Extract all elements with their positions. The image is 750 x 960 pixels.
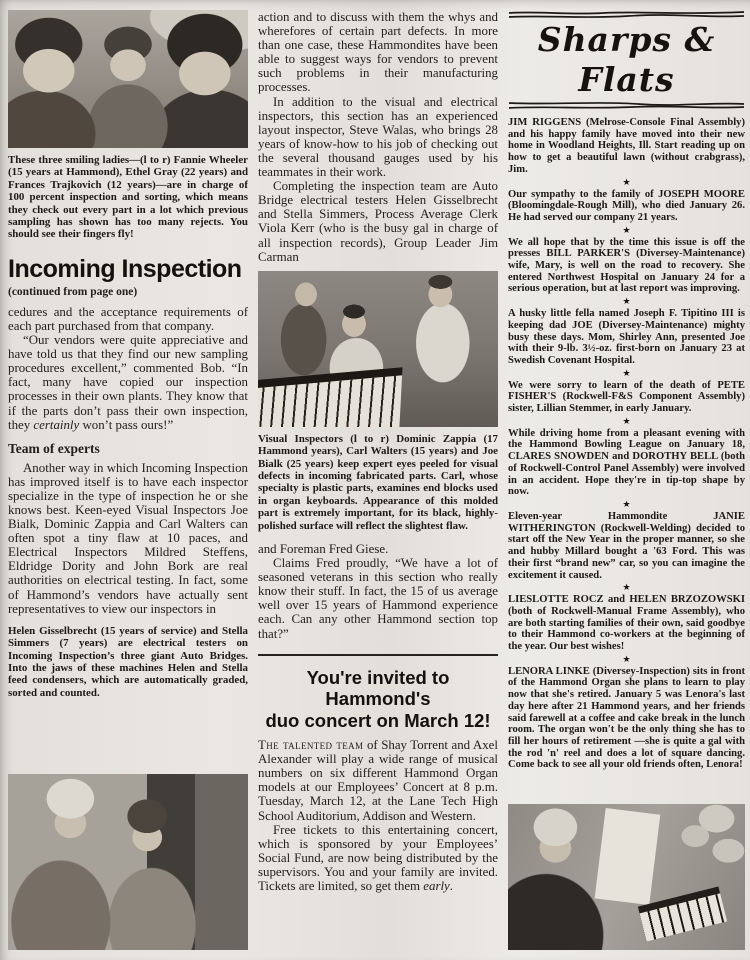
photo-lenora-linke-at-organ	[508, 804, 745, 950]
quote-text: won’t pass ours!”	[79, 417, 174, 432]
body-paragraph: action and to discuss with them the whys and wherefores of certain part defects. In more than one case, these Hammondites have been able to suggest ways for vendors to prevent such problems in their manufacturing processes.	[258, 10, 498, 95]
middle-column	[258, 10, 498, 952]
body-paragraph: and Foreman Fred Giese.	[258, 541, 389, 556]
star-separator: ★	[622, 498, 631, 509]
photo-visual-inspectors	[258, 271, 498, 427]
emphasis-word: early	[423, 879, 450, 894]
photo-auto-bridge-testers	[8, 774, 248, 950]
concert-headline-line2: duo concert on March 12!	[265, 709, 491, 731]
body-paragraph: In addition to the visual and electrical inspectors, this section has an experienced layout inspector, Steve Walas, who brings 28 years of know-how to his job of checking out the several thousand gauges used by his teammates in their work.	[258, 94, 498, 180]
star-separator: ★	[622, 653, 631, 664]
body-paragraph: Claims Fred proudly, “We have a lot of seasoned veterans in this section who really know their stuff. In fact, the 15 of us average well over 15 years of Hammond experience each. Can any other Hammond section top that?”	[258, 556, 498, 641]
caption-auto-bridge: Helen Gisselbrecht (15 years of service) and Stella Simmers (7 years) are electrical testers on Incoming Inspection’s three giant Auto Bridges. Into the jaws of these machines Helen and Stella feed condensers, which are automatically graded, sorted and counted.	[8, 624, 248, 699]
paragraph-text: Free tickets to this entertaining concert, which is sponsored by your Employees’ Social Fund, are now being distributed by the supervisors. You and your family are invited. Tickets are limited, so get them	[258, 822, 498, 894]
article-headline: Incoming Inspection	[8, 254, 242, 283]
news-items	[508, 117, 745, 771]
continued-from-note: (continued from page one)	[8, 285, 138, 298]
paragraph-text: .	[449, 879, 454, 894]
news-item: Our sympathy to the family of JOSEPH MOORE (Bloomingdale-Rough Mill), who died January 26. He had served our company 21 years.	[508, 188, 745, 223]
body-paragraph	[258, 823, 498, 893]
caption-visual-inspectors: Visual Inspectors (l to r) Dominic Zappia (17 Hammond years), Carl Walters (15 years) and Joe Bialk (25 years) keep expert eyes peeled for visual defects in incoming fabricated parts. Carl, whose specialty is plastic parts, examines end blocks used in organ keyboards. Appearance of this molded part is extremely important, for its black, highly-polished surface will reflect the slightest flaw.	[258, 432, 498, 532]
star-separator: ★	[622, 367, 631, 378]
star-separator: ★	[622, 176, 631, 187]
body-paragraph	[258, 738, 498, 823]
section-subhead: Team of experts	[8, 440, 100, 456]
news-item: While driving home from a pleasant evening with the Hammond Bowling League on January 18, CLARES SNOWDEN and DOROTHY BELL (both of Rockwell-Control Panel Assembly) were involved in an accident. Hope they're in tip-top shape by now.	[508, 427, 745, 498]
star-separator: ★	[622, 296, 631, 307]
news-item: Eleven-year Hammondite JANIE WITHERINGTON (Rockwell-Welding) decided to start off the New Year in the proper manner, so she and hubby Millard bought a '63 Ford. This was their first “brand new” car, so you can imagine the excitement it caused.	[508, 510, 745, 581]
news-item: We all hope that by the time this issue is off the presses BILL PARKER'S (Diversey-Maintenance) wife, Mary, is well on the road to recovery. She entered Northwest Hospital on January 24 for a serious operation, but at last report was improving.	[508, 236, 745, 295]
left-column	[8, 10, 248, 952]
news-item: JIM RIGGENS (Melrose-Console Final Assembly) and his happy family have moved into their new home in Woodland Heights, Ill. Start reading up on how to get a beautiful lawn (without crabgrass), Jim.	[508, 117, 745, 175]
concert-headline-line1: You're invited to Hammond's	[306, 666, 450, 710]
body-paragraph: Another way in which Incoming Inspection has improved itself is to have each inspector specialize in the type of inspection he or she knows best. Keen-eyed Visual Inspectors Joe Bialk, Dominic Zappia and Carl Walters can often spot a tiny flaw at 10 paces, and Electrical Inspectors Mildred Steffens, Eldridge Dority and John Bork are real authorities on electrical testing. In fact, some of Hammond’s vendors have actually sent representatives to view our inspectors in	[8, 460, 248, 616]
column-title: Sharps & Flats	[537, 20, 716, 99]
section-divider	[258, 654, 498, 656]
right-column	[508, 10, 745, 952]
concert-headline	[258, 667, 498, 732]
organ-keyboard-detail	[638, 887, 727, 942]
caption-three-ladies: These three smiling ladies—(l to r) Fannie Wheeler (15 years at Hammond), Ethel Gray (22 years) and Frances Trajkovich (12 years)—are in charge of 100 percent inspection and sorting, which means they check out every part in a lot which previous sampling has shown has too many rejects. You should see their fingers fly!	[8, 154, 248, 241]
body-paragraph: cedures and the acceptance requirements of each part purchased from that company.	[8, 304, 248, 333]
star-separator: ★	[622, 224, 631, 235]
quote-text: “Our vendors were quite appreciative and have told us that they find our new sampling procedures excellent,” commented Bob. “In fact, many have copied our inspection processes in their own plants. They know that if the parts don’t pass their own inspection, they	[8, 333, 248, 432]
star-separator: ★	[622, 582, 631, 593]
body-paragraph	[8, 333, 248, 432]
wavy-rule-bottom	[508, 100, 745, 110]
lead-in-text: The talented team	[258, 738, 364, 753]
paragraph-text: of Shay Torrent and Axel Alexander will play a wide range of musical numbers on six different Hammond Organ models at our Employees’ Concert at 8 p.m. Tuesday, March 12, at the Lane Tech High School Auditorium, Addison and Western.	[258, 738, 498, 823]
photo-three-inspection-ladies	[8, 10, 248, 148]
emphasis-word: certainly	[33, 417, 80, 432]
sheet-music-detail	[595, 808, 660, 904]
sharps-and-flats-header	[508, 10, 745, 110]
star-separator: ★	[622, 415, 631, 426]
news-item: We were sorry to learn of the death of PETE FISHER'S (Rockwell-F&S Component Assembly) sister, Lillian Stemmer, in early January.	[508, 379, 745, 415]
body-paragraph: Completing the inspection team are Auto Bridge electrical testers Helen Gisselbrecht and Stella Simmers, Process Average Clerk Viola Kerr (who is the busy gal in charge of all inspection records), Group Leader Jim Carman	[258, 179, 498, 264]
news-item: A husky little fella named Joseph F. Tipitino III is keeping dad JOE (Diversey-Maintenance) mighty busy these days. Mom, Shirley Ann, presented Joe with their 9-lb. 3½-oz. first-born on January 23 at Swedish Covenant Hospital.	[508, 308, 745, 366]
wavy-rule-top	[508, 10, 745, 20]
news-item: LIESLOTTE ROCZ and HELEN BRZOZOWSKI (both of Rockwell-Manual Frame Assembly), who are both starting families of their own, said goodbye to their Hammond co-workers at the beginning of the year. Our best wishes!	[508, 594, 745, 653]
news-item: LENORA LINKE (Diversey-Inspection) sits in front of the Hammond Organ she plans to learn to play now that she's retired. January 5 was Lenora's last day here after 21 Hammond years, and her friends said farewell at a coffee and cake break in the lunch room. The organ won't be the only thing she has to fill her hours of retirement —she is quite a gal with the rod 'n' reel and does a lot of square dancing. Come back to see all your old friends often, Lenora!	[508, 665, 745, 771]
organ-keyboard-detail	[258, 375, 402, 427]
